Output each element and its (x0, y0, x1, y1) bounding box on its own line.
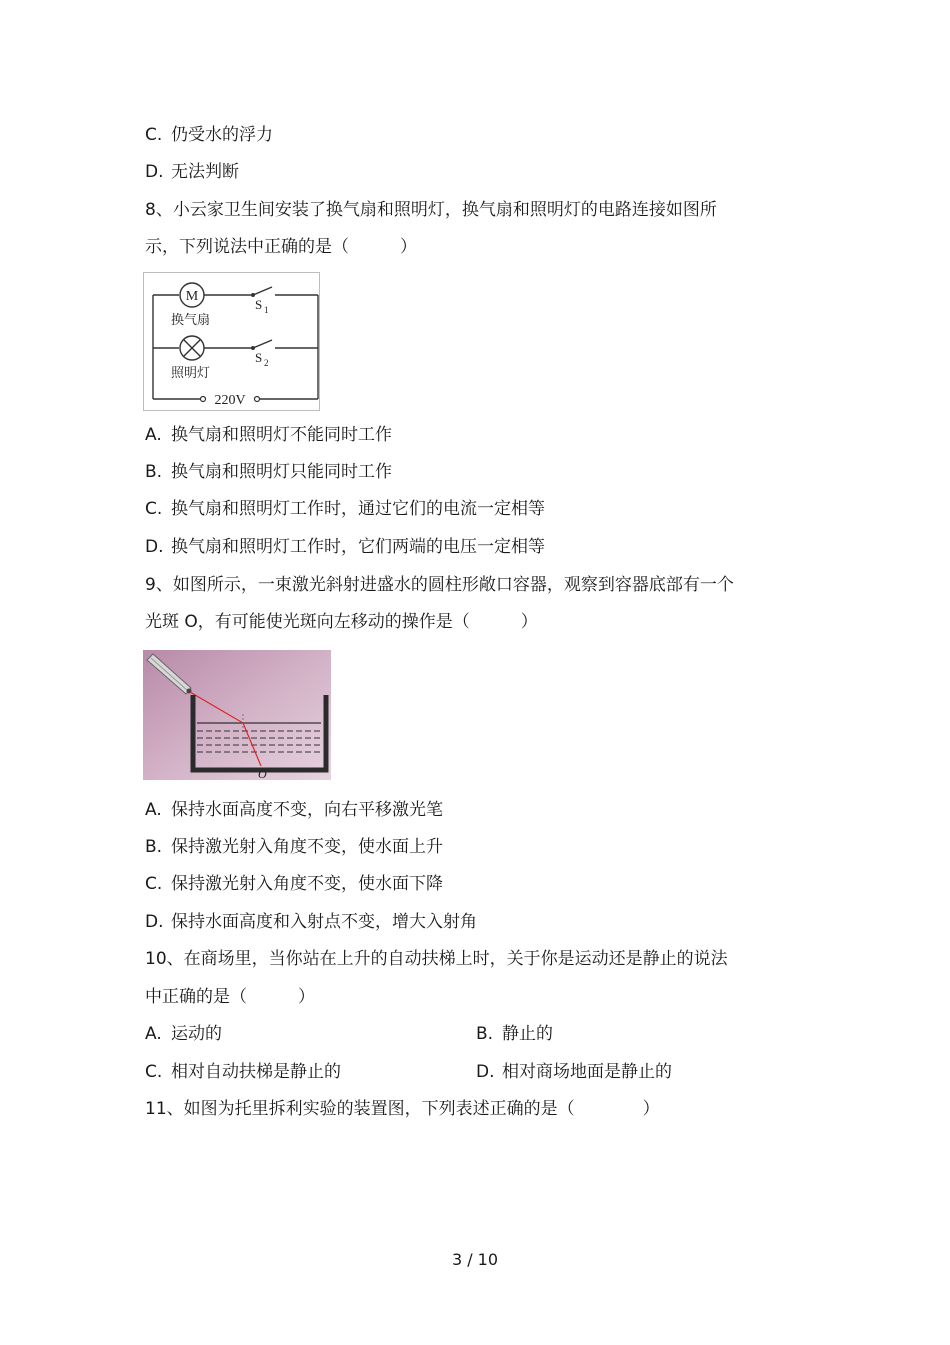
option-q7-c (145, 124, 273, 146)
option-q9-d (145, 911, 477, 933)
q9-stem-line2: 光斑 O，有可能使光斑向左移动的操作是（ ） (145, 612, 538, 632)
option-label: D. (145, 912, 164, 932)
page-number: 3 / 10 (451, 1250, 499, 1269)
option-label: C. (145, 874, 163, 894)
option-q8-b (145, 461, 392, 483)
switch1-sub: 1 (264, 305, 269, 315)
laser-svg (143, 650, 331, 780)
option-text: 仍受水的浮力 (171, 125, 273, 145)
voltage-label: 220V (214, 393, 246, 408)
option-label: C. (145, 125, 163, 145)
option-q9-b (145, 836, 443, 858)
option-q10-b (476, 1023, 553, 1045)
option-text: 保持水面高度不变，向右平移激光笔 (171, 800, 443, 820)
option-label: D. (145, 162, 164, 182)
option-text: 无法判断 (171, 162, 239, 182)
switch2-sub: 2 (264, 358, 269, 368)
option-q8-d (145, 536, 545, 558)
option-text: 相对商场地面是静止的 (502, 1062, 672, 1082)
lamp-label: 照明灯 (171, 366, 211, 381)
option-q7-d (145, 161, 239, 183)
option-label: B. (145, 462, 163, 482)
option-label: D. (145, 537, 164, 557)
option-q10-d (476, 1061, 672, 1083)
figure-background (143, 650, 331, 780)
q11-stem-line1: 11、如图为托里拆利实验的装置图，下列表述正确的是（ ） (145, 1099, 660, 1119)
option-text: 换气扇和照明灯不能同时工作 (171, 425, 392, 445)
switch2-label: S (255, 350, 263, 365)
option-q9-a (145, 799, 443, 821)
circuit-diagram (143, 272, 320, 411)
option-text: 相对自动扶梯是静止的 (171, 1062, 341, 1082)
option-label: C. (145, 1062, 163, 1082)
option-label: B. (145, 837, 163, 857)
option-q10-a (145, 1023, 222, 1045)
option-label: B. (476, 1024, 494, 1044)
option-text: 保持激光射入角度不变，使水面上升 (171, 837, 443, 857)
q9-stem-line1: 9、如图所示，一束激光斜射进盛水的圆柱形敞口容器，观察到容器底部有一个 (145, 575, 734, 595)
option-label: A. (145, 800, 162, 820)
q10-stem-line1: 10、在商场里，当你站在上升的自动扶梯上时，关于你是运动还是静止的说法 (145, 949, 728, 969)
laser-container-figure (143, 650, 331, 780)
option-text: 换气扇和照明灯只能同时工作 (171, 462, 392, 482)
option-label: C. (145, 499, 163, 519)
option-text: 保持激光射入角度不变，使水面下降 (171, 874, 443, 894)
option-text: 保持水面高度和入射点不变，增大入射角 (171, 912, 477, 932)
q8-stem-line1: 8、小云家卫生间安装了换气扇和照明灯，换气扇和照明灯的电路连接如图所 (145, 200, 717, 220)
motor-letter: M (185, 289, 199, 304)
option-text: 换气扇和照明灯工作时，它们两端的电压一定相等 (171, 537, 545, 557)
option-text: 运动的 (171, 1024, 222, 1044)
option-q9-c (145, 873, 443, 895)
point-o-label: O (258, 767, 267, 780)
option-q10-c (145, 1061, 341, 1083)
option-label: A. (145, 425, 162, 445)
q8-stem-line2: 示，下列说法中正确的是（ ） (145, 237, 417, 257)
option-text: 换气扇和照明灯工作时，通过它们的电流一定相等 (171, 499, 545, 519)
fan-label: 换气扇 (171, 313, 211, 328)
option-label: D. (476, 1062, 495, 1082)
option-label: A. (145, 1024, 162, 1044)
circuit-svg (143, 272, 320, 411)
option-text: 静止的 (502, 1024, 553, 1044)
q10-stem-line2: 中正确的是（ ） (145, 987, 315, 1007)
switch1-label: S (255, 297, 263, 312)
option-q8-a (145, 424, 392, 446)
option-q8-c (145, 498, 545, 520)
